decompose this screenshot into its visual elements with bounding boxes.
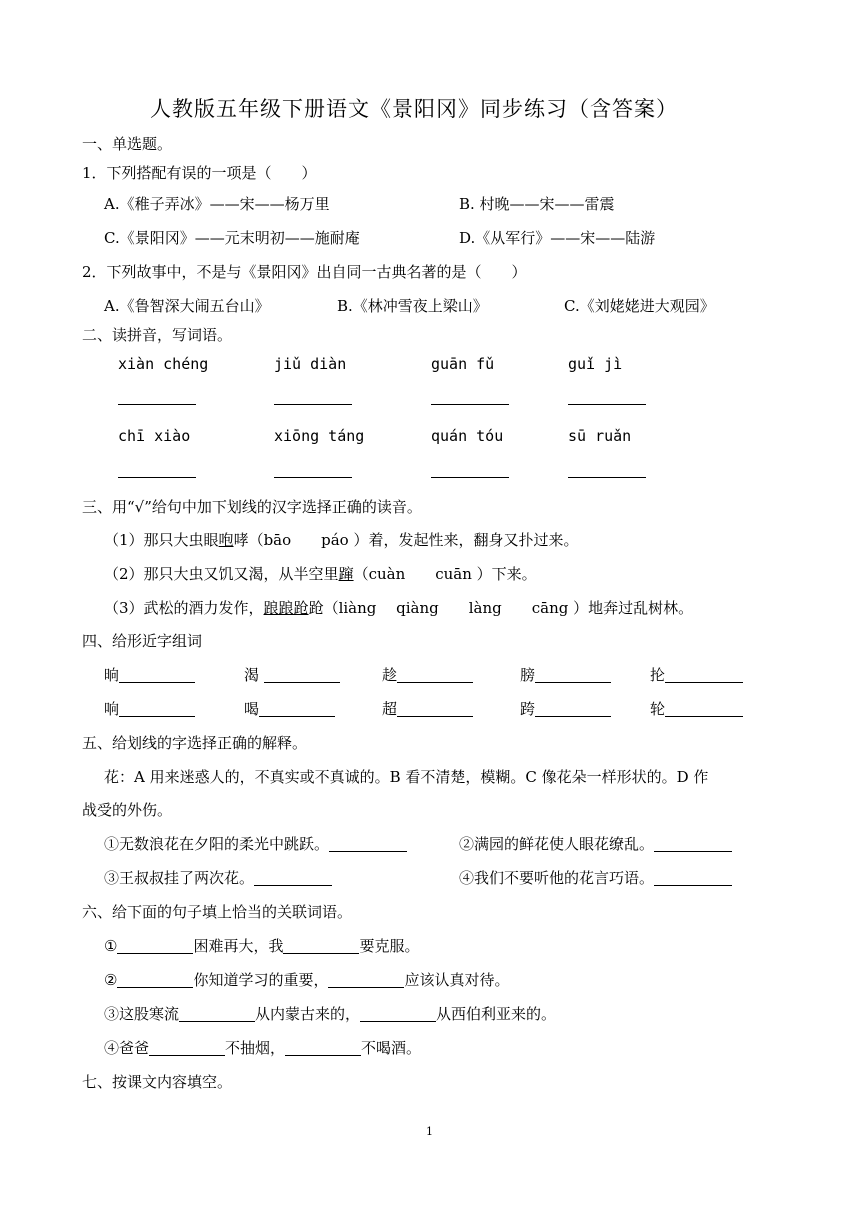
answer-line[interactable] (568, 404, 646, 405)
q2-option-c: C.《刘姥姥进大观园》 (564, 297, 715, 315)
answer-blank[interactable] (329, 837, 407, 852)
answer-line[interactable] (118, 477, 196, 478)
pinyin-item: sū ruǎn (568, 427, 632, 445)
answer-blank[interactable] (360, 1007, 436, 1022)
section-2-heading: 二、读拼音，写词语。 (82, 326, 233, 344)
pinyin-item: quán tóu (431, 427, 504, 445)
answer-blank[interactable] (254, 871, 332, 886)
pinyin-item: guān fǔ (431, 355, 495, 373)
answer-blank[interactable] (535, 668, 611, 683)
page-title: 人教版五年级下册语文《景阳冈》同步练习（含答案） (150, 97, 678, 121)
pinyin-item: guǐ jì (568, 355, 623, 373)
answer-blank[interactable] (117, 939, 193, 954)
word-item: 响 (104, 699, 195, 719)
answer-blank[interactable] (119, 702, 195, 717)
answer-blank[interactable] (397, 702, 473, 717)
word-item: 趁 (382, 665, 473, 685)
answer-blank[interactable] (328, 973, 404, 988)
answer-blank[interactable] (654, 837, 732, 852)
answer-blank[interactable] (264, 668, 340, 683)
answer-blank[interactable] (117, 973, 193, 988)
definition-line: 花：A 用来迷惑人的，不真实或不真诚的。B 看不清楚，模糊。C 像花朵一样形状的。D 作 (104, 768, 709, 786)
page-number: 1 (426, 1125, 433, 1138)
sentence-2: （2）那只大虫又饥又渴，从半空里蹿（cuàn cuān ）下来。 (104, 565, 537, 583)
answer-blank[interactable] (283, 939, 359, 954)
q2-stem: 2．下列故事中，不是与《景阳冈》出自同一古典名著的是（ ） (82, 263, 527, 281)
word-item: 喝 (244, 699, 335, 719)
pinyin-item: jiǔ diàn (274, 355, 347, 373)
word-item: 膀 (520, 665, 611, 685)
pinyin-item: xiōng táng (274, 427, 365, 445)
answer-blank[interactable] (285, 1041, 361, 1056)
q1-option-a: A.《稚子弄冰》——宋——杨万里 (104, 195, 330, 213)
answer-blank[interactable] (665, 702, 743, 717)
section-4-heading: 四、给形近字组词 (82, 632, 203, 650)
sentence-3: （3）武松的酒力发作，踉踉跄跄（liàng qiàng làng cāng ）地奔过乱树林。 (104, 599, 694, 617)
item-1: ①无数浪花在夕阳的柔光中跳跃。 (104, 834, 407, 854)
answer-blank[interactable] (665, 668, 743, 683)
fill-sentence-2: ② 你知道学习的重要， 应该认真对待。 (104, 971, 510, 989)
word-item: 超 (382, 699, 473, 719)
q1-option-d: D.《从军行》——宋——陆游 (459, 229, 656, 247)
answer-blank[interactable] (654, 871, 732, 886)
answer-blank[interactable] (259, 702, 335, 717)
word-item: 轮 (650, 699, 743, 719)
q2-option-a: A.《鲁智深大闹五台山》 (104, 297, 270, 315)
section-7-heading: 七、按课文内容填空。 (82, 1073, 233, 1091)
item-4: ④我们不要听他的花言巧语。 (459, 868, 732, 888)
pinyin-item: chī xiào (118, 427, 191, 445)
q2-option-b: B.《林冲雪夜上梁山》 (337, 297, 488, 315)
item-3: ③王叔叔挂了两次花。 (104, 868, 332, 888)
word-item: 渴 (244, 665, 340, 685)
answer-line[interactable] (274, 477, 352, 478)
fill-sentence-1: ① 困难再大，我 要克服。 (104, 937, 420, 955)
fill-sentence-4: ④爸爸 不抽烟， 不喝酒。 (104, 1039, 422, 1057)
definition-line: 战受的外伤。 (82, 801, 173, 819)
q1-stem: 1．下列搭配有误的一项是（ ） (82, 164, 317, 182)
answer-line[interactable] (568, 477, 646, 478)
word-item: 跨 (520, 699, 611, 719)
answer-blank[interactable] (179, 1007, 255, 1022)
pinyin-item: xiàn chéng (118, 355, 209, 373)
fill-sentence-3: ③这股寒流 从内蒙古来的， 从西伯利亚来的。 (104, 1005, 557, 1023)
sentence-1: （1）那只大虫眼咆哮（bāo páo ）着，发起性来，翻身又扑过来。 (104, 531, 579, 549)
answer-line[interactable] (274, 404, 352, 405)
underlined-char: 咆 (218, 531, 234, 549)
underlined-char: 蹿 (338, 565, 354, 583)
answer-blank[interactable] (535, 702, 611, 717)
answer-line[interactable] (431, 477, 509, 478)
word-item: 抡 (650, 665, 743, 685)
answer-blank[interactable] (397, 668, 473, 683)
word-item: 晌 (104, 665, 195, 685)
underlined-char: 踉踉跄 (263, 599, 309, 617)
q1-option-b: B. 村晚——宋——雷震 (459, 195, 615, 213)
section-6-heading: 六、给下面的句子填上恰当的关联词语。 (82, 903, 353, 921)
answer-blank[interactable] (149, 1041, 225, 1056)
section-5-heading: 五、给划线的字选择正确的解释。 (82, 734, 308, 752)
section-1-heading: 一、单选题。 (82, 135, 173, 153)
section-3-heading: 三、用“√”给句中加下划线的汉字选择正确的读音。 (82, 498, 422, 516)
answer-line[interactable] (431, 404, 509, 405)
answer-blank[interactable] (119, 668, 195, 683)
q1-option-c: C.《景阳冈》——元末明初——施耐庵 (104, 229, 360, 247)
item-2: ②满园的鲜花使人眼花缭乱。 (459, 834, 732, 854)
answer-line[interactable] (118, 404, 196, 405)
